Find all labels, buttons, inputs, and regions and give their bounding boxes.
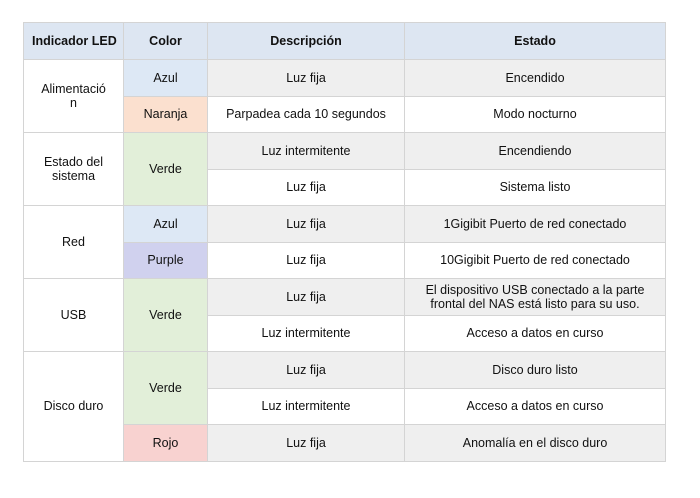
status-cell: 10Gigibit Puerto de red conectado [405,242,666,279]
indicator-label: Disco duro [43,399,104,414]
color-cell [124,425,208,462]
indicator-label: USB [60,308,87,322]
color-cell [124,60,208,97]
color-cell [124,133,208,206]
table-row [24,352,666,389]
status-cell: Modo nocturno [405,96,666,133]
description-cell: Luz intermitente [208,315,405,352]
status-cell: Sistema listo [405,169,666,206]
description-cell: Luz fija [208,425,405,462]
color-cell [124,352,208,425]
indicator-label: Red [62,235,85,249]
status-cell: Disco duro listo [405,352,666,389]
status-cell: El dispositivo USB conectado a la parte frontal del NAS está listo para su uso. [405,279,666,316]
description-cell: Luz fija [208,206,405,243]
table-row [24,279,666,316]
indicator-cell-power [24,60,124,133]
indicator-cell-network [24,206,124,279]
led-indicator-table [23,22,666,462]
description-cell: Luz fija [208,352,405,389]
color-label: Verde [149,381,182,395]
color-label: Azul [153,70,178,85]
color-cell [124,206,208,243]
color-label: Verde [149,162,182,176]
indicator-cell-disk [24,352,124,462]
header-description: Descripción [208,23,405,60]
status-cell: Encendido [405,60,666,97]
table-row [24,206,666,243]
color-label: Azul [153,216,178,231]
table-row [24,60,666,97]
description-cell: Luz fija [208,60,405,97]
status-cell: 1Gigibit Puerto de red conectado [405,206,666,243]
table-body [24,60,666,462]
description-cell: Luz fija [208,242,405,279]
status-cell: Encendiendo [405,133,666,170]
color-label: Rojo [152,435,179,450]
color-cell [124,279,208,352]
status-cell: Acceso a datos en curso [405,388,666,425]
color-label: Verde [149,308,182,322]
color-label: Naranja [143,107,188,122]
color-label: Purple [147,253,184,268]
status-cell: Anomalía en el disco duro [405,425,666,462]
indicator-cell-usb [24,279,124,352]
indicator-label: Alimentació n [41,82,106,110]
description-cell: Luz fija [208,169,405,206]
description-cell: Luz intermitente [208,133,405,170]
indicator-cell-system [24,133,124,206]
description-cell: Parpadea cada 10 segundos [208,96,405,133]
led-table-container [23,22,666,462]
table-header-row [24,23,666,60]
status-cell: Acceso a datos en curso [405,315,666,352]
header-status: Estado [405,23,666,60]
header-color: Color [124,23,208,60]
table-row [24,133,666,170]
description-cell: Luz intermitente [208,388,405,425]
header-indicator: Indicador LED [24,23,124,60]
indicator-label: Estado del sistema [43,155,104,183]
color-cell [124,96,208,133]
description-cell: Luz fija [208,279,405,316]
color-cell [124,242,208,279]
